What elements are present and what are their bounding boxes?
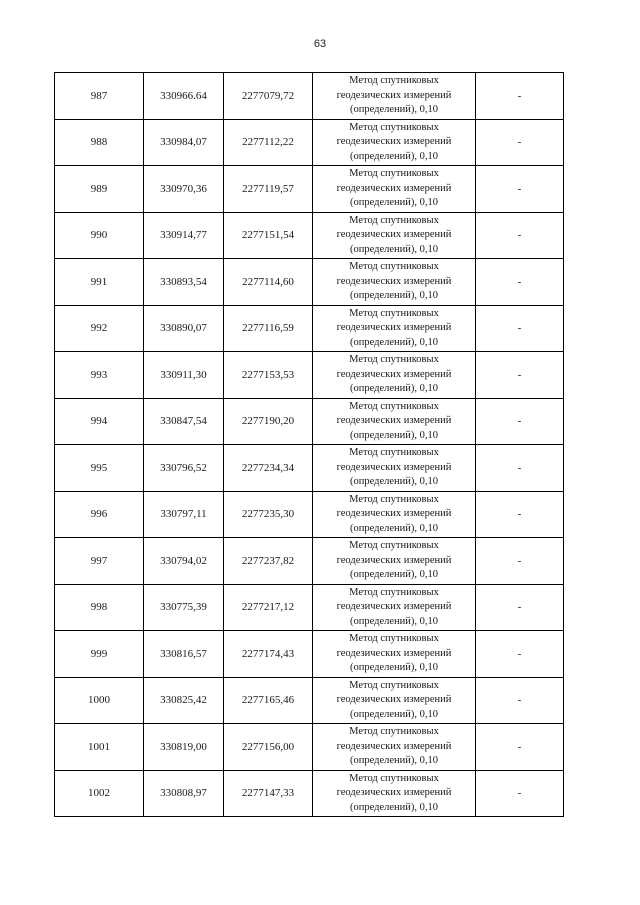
point-number-cell: 1002 xyxy=(55,770,144,817)
method-text: Метод спутниковых геодезических измерений (определений), 0,10 xyxy=(336,633,452,673)
x-coordinate-cell: 330893,54 xyxy=(144,259,224,306)
method-text: Метод спутниковых геодезических измерений (определений), 0,10 xyxy=(336,447,452,487)
x-coordinate-cell: 330775,39 xyxy=(144,584,224,631)
method-text: Метод спутниковых геодезических измерений (определений), 0,10 xyxy=(336,540,452,580)
x-coordinate-cell: 330847,54 xyxy=(144,398,224,445)
note-cell: - xyxy=(476,724,564,771)
method-accuracy-cell xyxy=(313,770,476,817)
x-coordinate-cell: 330984,07 xyxy=(144,119,224,166)
point-number-cell: 989 xyxy=(55,166,144,213)
point-number-cell: 998 xyxy=(55,584,144,631)
y-coordinate-cell: 2277116,59 xyxy=(224,305,313,352)
note-cell: - xyxy=(476,212,564,259)
method-accuracy-cell xyxy=(313,538,476,585)
note-cell: - xyxy=(476,352,564,399)
method-text: Метод спутниковых геодезических измерений (определений), 0,10 xyxy=(336,400,452,441)
y-coordinate-cell: 2277190,20 xyxy=(224,398,313,445)
point-number-cell: 996 xyxy=(55,491,144,538)
table-row xyxy=(55,305,564,352)
point-number-cell: 988 xyxy=(55,119,144,166)
note-cell: - xyxy=(476,445,564,492)
point-number-cell: 987 xyxy=(55,73,144,120)
method-text: Метод спутниковых геодезических измерений (определений), 0,10 xyxy=(336,307,452,348)
method-accuracy-cell xyxy=(313,445,476,492)
y-coordinate-cell: 2277237,82 xyxy=(224,538,313,585)
point-number-cell: 991 xyxy=(55,259,144,306)
x-coordinate-cell: 330796,52 xyxy=(144,445,224,492)
y-coordinate-cell: 2277079,72 xyxy=(224,73,313,120)
table-row xyxy=(55,724,564,771)
method-accuracy-cell xyxy=(313,305,476,352)
point-number-cell: 1000 xyxy=(55,677,144,724)
note-cell: - xyxy=(476,398,564,445)
y-coordinate-cell: 2277151,54 xyxy=(224,212,313,259)
method-accuracy-cell xyxy=(313,166,476,213)
x-coordinate-cell: 330825,42 xyxy=(144,677,224,724)
method-accuracy-cell xyxy=(313,398,476,445)
point-number-cell: 993 xyxy=(55,352,144,399)
y-coordinate-cell: 2277217,12 xyxy=(224,584,313,631)
table-row xyxy=(55,631,564,678)
table-row xyxy=(55,445,564,492)
method-text: Метод спутниковых геодезических измерений (определений), 0,10 xyxy=(336,121,452,162)
method-text: Метод спутниковых геодезических измерений (определений), 0,10 xyxy=(336,493,452,534)
method-accuracy-cell xyxy=(313,259,476,306)
point-number-cell: 997 xyxy=(55,538,144,585)
table-row xyxy=(55,259,564,306)
table-row xyxy=(55,352,564,399)
y-coordinate-cell: 2277235,30 xyxy=(224,491,313,538)
method-text: Метод спутниковых геодезических измерений (определений), 0,10 xyxy=(336,214,452,255)
table-row xyxy=(55,73,564,120)
point-number-cell: 995 xyxy=(55,445,144,492)
note-cell: - xyxy=(476,119,564,166)
method-text: Метод спутниковых геодезических измерений (определений), 0,10 xyxy=(336,261,452,301)
table-row xyxy=(55,677,564,724)
method-text: Метод спутниковых геодезических измерений (определений), 0,10 xyxy=(336,586,452,627)
note-cell: - xyxy=(476,166,564,213)
method-text: Метод спутниковых геодезических измерений (определений), 0,10 xyxy=(336,75,452,115)
method-accuracy-cell xyxy=(313,73,476,120)
table-row xyxy=(55,212,564,259)
coordinates-table-body xyxy=(55,73,564,817)
y-coordinate-cell: 2277153,53 xyxy=(224,352,313,399)
method-accuracy-cell xyxy=(313,212,476,259)
table-row xyxy=(55,491,564,538)
note-cell: - xyxy=(476,677,564,724)
note-cell: - xyxy=(476,491,564,538)
x-coordinate-cell: 330797,11 xyxy=(144,491,224,538)
table-row xyxy=(55,538,564,585)
x-coordinate-cell: 330794,02 xyxy=(144,538,224,585)
note-cell: - xyxy=(476,73,564,120)
table-row xyxy=(55,584,564,631)
x-coordinate-cell: 330911,30 xyxy=(144,352,224,399)
x-coordinate-cell: 330808,97 xyxy=(144,770,224,817)
point-number-cell: 994 xyxy=(55,398,144,445)
page-number: 63 xyxy=(313,38,327,50)
method-text: Метод спутниковых геодезических измерений (определений), 0,10 xyxy=(336,772,452,813)
x-coordinate-cell: 330966.64 xyxy=(144,73,224,120)
point-number-cell: 992 xyxy=(55,305,144,352)
method-accuracy-cell xyxy=(313,631,476,678)
y-coordinate-cell: 2277234,34 xyxy=(224,445,313,492)
method-accuracy-cell xyxy=(313,491,476,538)
x-coordinate-cell: 330816,57 xyxy=(144,631,224,678)
y-coordinate-cell: 2277156,00 xyxy=(224,724,313,771)
method-accuracy-cell xyxy=(313,119,476,166)
note-cell: - xyxy=(476,259,564,306)
method-accuracy-cell xyxy=(313,352,476,399)
method-text: Метод спутниковых геодезических измерений (определений), 0,10 xyxy=(336,726,452,766)
note-cell: - xyxy=(476,538,564,585)
note-cell: - xyxy=(476,770,564,817)
method-accuracy-cell xyxy=(313,724,476,771)
table-row xyxy=(55,398,564,445)
point-number-cell: 1001 xyxy=(55,724,144,771)
table-row xyxy=(55,770,564,817)
method-text: Метод спутниковых геодезических измерений (определений), 0,10 xyxy=(336,168,452,208)
point-number-cell: 999 xyxy=(55,631,144,678)
y-coordinate-cell: 2277174,43 xyxy=(224,631,313,678)
table-row xyxy=(55,119,564,166)
note-cell: - xyxy=(476,631,564,678)
method-text: Метод спутниковых геодезических измерений (определений), 0,10 xyxy=(336,679,452,720)
y-coordinate-cell: 2277114,60 xyxy=(224,259,313,306)
method-text: Метод спутниковых геодезических измерений (определений), 0,10 xyxy=(336,354,452,394)
note-cell: - xyxy=(476,305,564,352)
table-row xyxy=(55,166,564,213)
y-coordinate-cell: 2277165,46 xyxy=(224,677,313,724)
x-coordinate-cell: 330819,00 xyxy=(144,724,224,771)
y-coordinate-cell: 2277112,22 xyxy=(224,119,313,166)
x-coordinate-cell: 330914,77 xyxy=(144,212,224,259)
y-coordinate-cell: 2277119,57 xyxy=(224,166,313,213)
x-coordinate-cell: 330970,36 xyxy=(144,166,224,213)
y-coordinate-cell: 2277147,33 xyxy=(224,770,313,817)
method-accuracy-cell xyxy=(313,584,476,631)
point-number-cell: 990 xyxy=(55,212,144,259)
coordinates-table xyxy=(54,72,564,817)
x-coordinate-cell: 330890,07 xyxy=(144,305,224,352)
method-accuracy-cell xyxy=(313,677,476,724)
note-cell: - xyxy=(476,584,564,631)
